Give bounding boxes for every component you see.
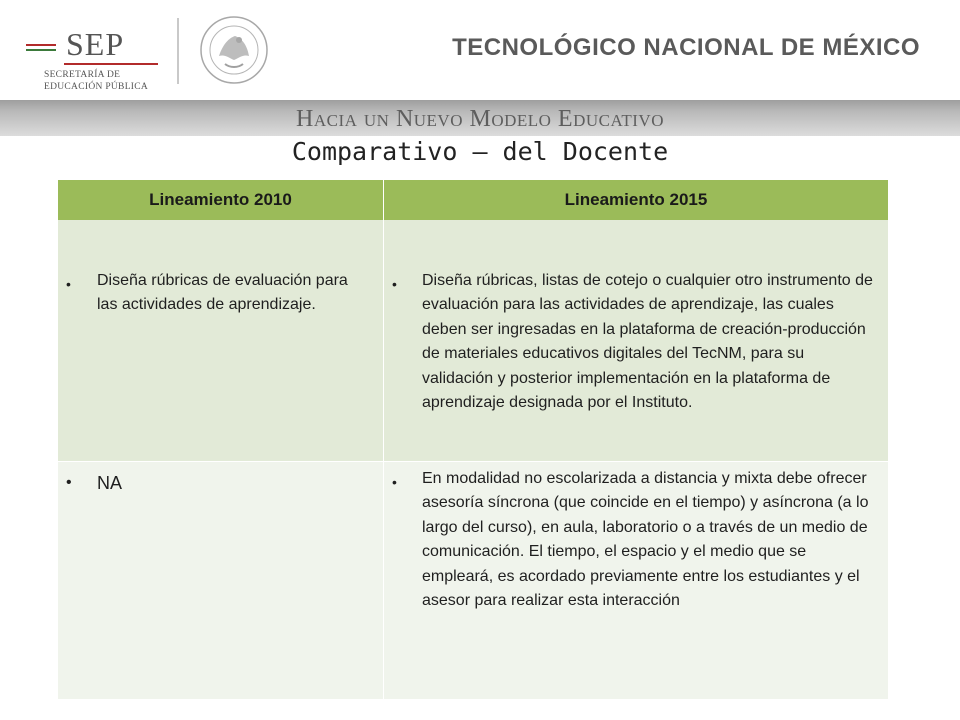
sep-underline: [64, 63, 158, 65]
header-2015: Lineamiento 2015: [564, 190, 708, 209]
institution-name: TECNOLÓGICO NACIONAL DE MÉXICO: [452, 34, 920, 61]
cell-text: Diseña rúbricas de evaluación para las actividades de aprendizaje.: [97, 272, 348, 314]
bullet-icon: •: [392, 474, 397, 490]
table-row: [58, 461, 888, 699]
page-title: Comparativo – del Docente: [291, 137, 669, 166]
table-header: [58, 180, 888, 220]
sep-green-line: [26, 49, 56, 51]
table-cell: [384, 462, 888, 699]
table-cell: [58, 462, 384, 699]
header: [0, 0, 960, 100]
table-cell: [384, 220, 888, 461]
bullet-icon: •: [392, 276, 397, 292]
header-divider: [177, 18, 179, 84]
sep-subtitle-1: SECRETARÍA DE: [44, 70, 121, 80]
table-row: [58, 220, 888, 461]
sep-logo: [24, 14, 164, 92]
table-cell: [58, 220, 384, 461]
cell-text: Diseña rúbricas, listas de cotejo o cualquier otro instrumento de evaluación para las actividades de aprendizaje, las cuales deben ser ingresadas en la plataforma de creación-producción de materiales educativos digitales del TecNM, para su validación y posterior implementación en la plataforma de aprendizaje designada por el Instituto.: [422, 272, 873, 412]
banner-title: Hacia un Nuevo Modelo Educativo: [296, 106, 664, 132]
sep-subtitle-2: EDUCACIÓN PÚBLICA: [44, 82, 149, 92]
cell-text: En modalidad no escolarizada a distancia y mixta debe ofrecer asesoría síncrona (que coincide en el tiempo) y asíncrona (a lo largo del curso), en aula, laboratorio o a través de un medio de comunicación. El tiempo, el espacio y el medio que se empleará, es acordado previamente entre los estudiantes y el asesor para realizar esta interacción: [422, 470, 869, 610]
sep-wordmark: SEP: [66, 26, 125, 62]
sep-red-line: [26, 44, 56, 46]
comparison-table: [58, 180, 888, 699]
bullet-icon: •: [66, 474, 72, 491]
bullet-icon: •: [66, 276, 71, 292]
header-2010: Lineamiento 2010: [58, 180, 384, 220]
cell-text: NA: [97, 473, 123, 493]
national-seal-icon: [195, 14, 273, 86]
